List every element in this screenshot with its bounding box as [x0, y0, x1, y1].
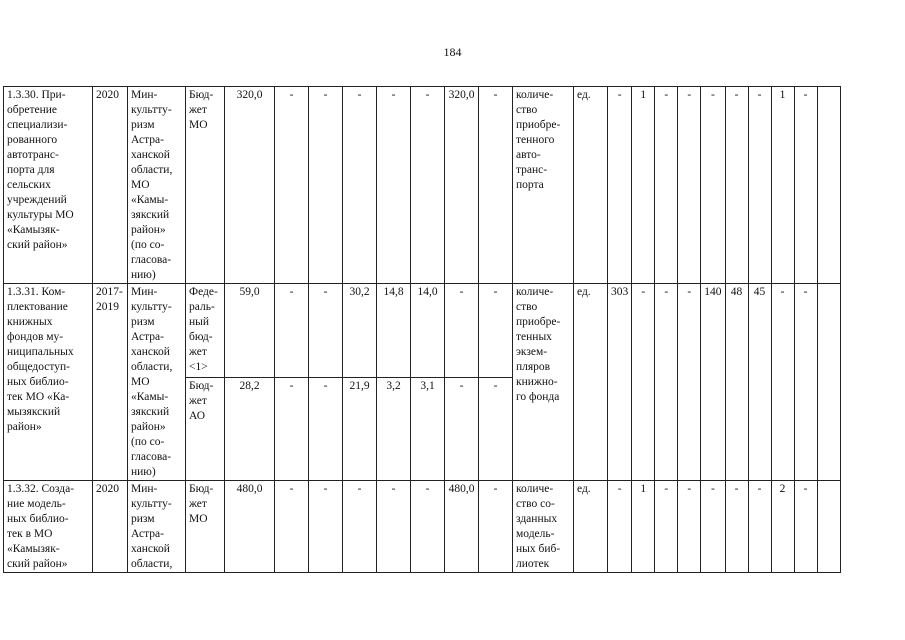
- activity-executor: Мин- культту- ризм Астра- ханской области,: [128, 481, 186, 573]
- funding-year-value: -: [275, 378, 309, 481]
- table-row: [4, 87, 841, 284]
- funding-year-value: -: [411, 481, 445, 573]
- funding-year-value: 30,2: [343, 284, 377, 378]
- funding-year-value: 14,8: [377, 284, 411, 378]
- funding-source: Бюд- жет МО: [186, 87, 225, 284]
- page-number: 184: [443, 45, 462, 59]
- indicator-year-value: -: [678, 481, 701, 573]
- funding-year-value: -: [343, 87, 377, 284]
- indicator-year-value: -: [678, 87, 701, 284]
- funding-year-value: -: [275, 284, 309, 378]
- funding-total: 59,0: [225, 284, 275, 378]
- table-row: [4, 284, 841, 378]
- funding-year-value: -: [275, 87, 309, 284]
- indicator-year-value: -: [701, 87, 725, 284]
- funding-year-value: -: [309, 378, 343, 481]
- indicator-base: -: [608, 481, 632, 573]
- activity-executor: Мин- культту- ризм Астра- ханской области, МО «Камы- зякский район» (по со- гласова- нию): [128, 284, 186, 481]
- indicator-year-value: -: [655, 87, 678, 284]
- indicator-year-value: -: [701, 481, 725, 573]
- funding-year-value: 14,0: [411, 284, 445, 378]
- funding-year-value: -: [309, 284, 343, 378]
- indicator-year-value: -: [725, 87, 748, 284]
- activity-year: 2017- 2019: [93, 284, 128, 481]
- indicator-name: количе- ство со- зданных модель- ных биб- лиотек: [513, 481, 574, 573]
- activity-year: 2020: [93, 481, 128, 573]
- funding-year-value: -: [377, 481, 411, 573]
- indicator-year-value: -: [771, 284, 794, 481]
- indicator-year-value: -: [632, 284, 655, 481]
- indicator-base: 303: [608, 284, 632, 481]
- funding-source: Бюд- жет МО: [186, 481, 225, 573]
- indicator-year-value: -: [655, 481, 678, 573]
- indicator-year-value: -: [655, 284, 678, 481]
- funding-year-value: 21,9: [343, 378, 377, 481]
- funding-year-value: -: [411, 87, 445, 284]
- funding-year-value: -: [445, 378, 479, 481]
- indicator-year-value: 2: [771, 481, 794, 573]
- indicator-year-value: -: [748, 481, 771, 573]
- indicator-year-value: 1: [632, 481, 655, 573]
- funding-year-value: 480,0: [445, 481, 479, 573]
- funding-year-value: -: [343, 481, 377, 573]
- activity-name: 1.3.31. Ком- плектование книжных фондов му- ниципальных общедоступ- ных библио- тек МО «Ка- мызякский район»: [4, 284, 93, 481]
- indicator-year-value: [817, 284, 840, 481]
- funding-total: 480,0: [225, 481, 275, 573]
- indicator-year-value: [817, 481, 840, 573]
- indicator-unit: ед.: [574, 284, 608, 481]
- funding-year-value: -: [309, 481, 343, 573]
- funding-year-value: -: [275, 481, 309, 573]
- program-activities-table: [3, 86, 841, 573]
- indicator-unit: ед.: [574, 481, 608, 573]
- indicator-name: количе- ство приобре- тенного авто- транс- порта: [513, 87, 574, 284]
- indicator-year-value: 1: [771, 87, 794, 284]
- indicator-year-value: -: [725, 481, 748, 573]
- indicator-year-value: -: [678, 284, 701, 481]
- indicator-unit: ед.: [574, 87, 608, 284]
- indicator-year-value: -: [794, 87, 817, 284]
- activity-executor: Мин- культту- ризм Астра- ханской области, МО «Камы- зякский район» (по со- гласова- нию): [128, 87, 186, 284]
- funding-year-value: 3,2: [377, 378, 411, 481]
- activity-name: 1.3.32. Созда- ние модель- ных библио- тек в МО «Камызяк- ский район»: [4, 481, 93, 573]
- funding-year-value: -: [479, 378, 513, 481]
- funding-year-value: -: [479, 87, 513, 284]
- funding-year-value: -: [445, 284, 479, 378]
- funding-source: Бюд- жет АО: [186, 378, 225, 481]
- indicator-name: количе- ство приобре- тенных экзем- пляров книжно- го фонда: [513, 284, 574, 481]
- indicator-year-value: [817, 87, 840, 284]
- indicator-year-value: -: [748, 87, 771, 284]
- indicator-year-value: -: [794, 481, 817, 573]
- indicator-year-value: 45: [748, 284, 771, 481]
- indicator-year-value: 48: [725, 284, 748, 481]
- funding-year-value: 3,1: [411, 378, 445, 481]
- funding-year-value: -: [479, 481, 513, 573]
- funding-year-value: 320,0: [445, 87, 479, 284]
- indicator-year-value: -: [794, 284, 817, 481]
- table-row: [4, 481, 841, 573]
- indicator-base: -: [608, 87, 632, 284]
- activity-year: 2020: [93, 87, 128, 284]
- activity-name: 1.3.30. При- обретение специализи- рованного автотранс- порта для сельских учреждений культуры МО «Камызяк- ский район»: [4, 87, 93, 284]
- funding-total: 320,0: [225, 87, 275, 284]
- funding-year-value: -: [479, 284, 513, 378]
- funding-year-value: -: [377, 87, 411, 284]
- indicator-year-value: 140: [701, 284, 725, 481]
- funding-year-value: -: [309, 87, 343, 284]
- funding-source: Феде- раль- ный бюд- жет <1>: [186, 284, 225, 378]
- indicator-year-value: 1: [632, 87, 655, 284]
- funding-total: 28,2: [225, 378, 275, 481]
